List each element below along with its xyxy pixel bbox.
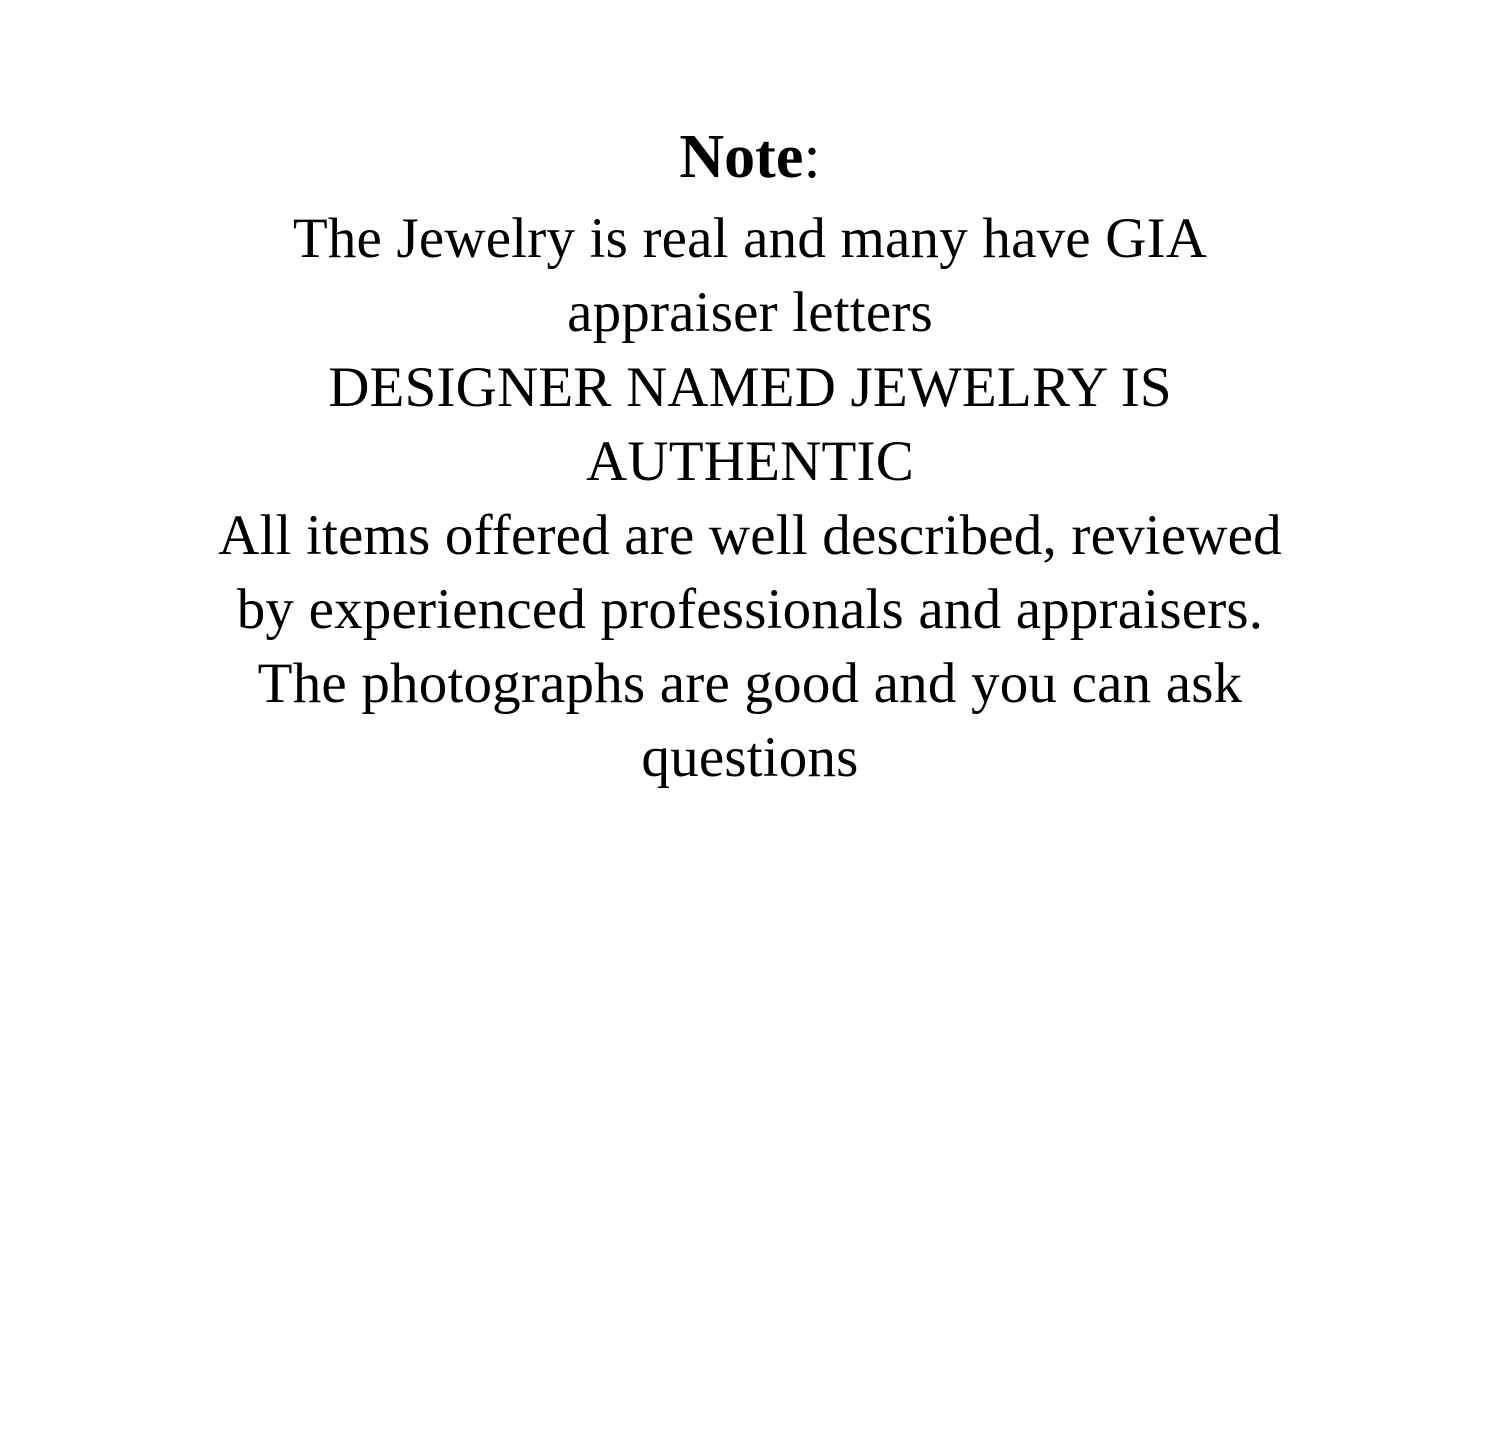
note-line-1: The Jewelry is real and many have GIA appraiser letters [292, 207, 1208, 345]
note-line-2: DESIGNER NAMED JEWELRY IS AUTHENTIC [328, 355, 1172, 493]
page-title-word: Note [679, 123, 804, 191]
page-title-colon: : [803, 123, 821, 191]
page-title [190, 120, 1310, 194]
note-block [190, 120, 1310, 795]
note-line-3: All items offered are well described, reviewed by experienced professionals and appraisers. [218, 503, 1282, 641]
note-line-4: The photographs are good and you can ask questions [257, 651, 1243, 790]
